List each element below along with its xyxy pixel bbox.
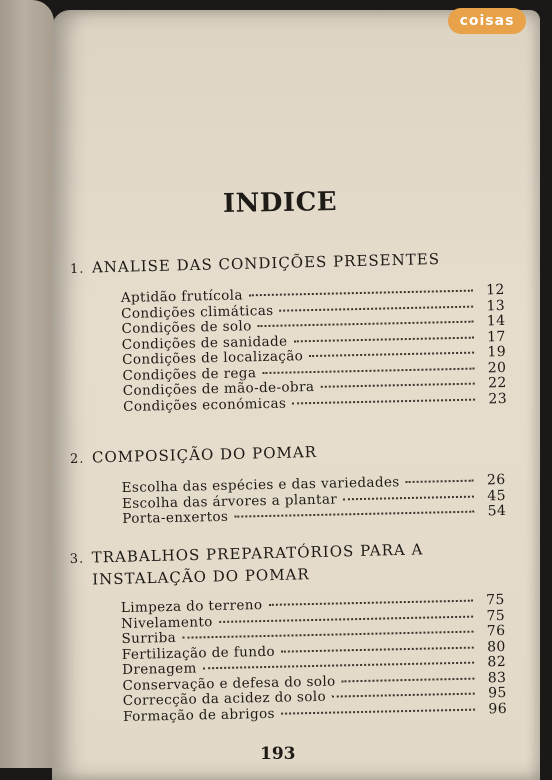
entry-label: Condições de mão-de-obra — [122, 378, 315, 399]
entry-label: Condições económicas — [122, 395, 287, 415]
entry-page-number: 76 — [486, 622, 506, 640]
entry-label: Surriba — [121, 629, 177, 648]
section-number: 2. — [69, 451, 85, 467]
entry-page-number: 14 — [486, 312, 506, 330]
entry-label: Porta-enxertos — [122, 508, 229, 527]
entry-page-number: 82 — [487, 653, 507, 671]
section-1-entries — [121, 282, 508, 414]
entry-label: Conservação e defesa do solo — [122, 673, 336, 694]
entry-page-number: 17 — [486, 328, 506, 345]
entry-page-number: 45 — [487, 487, 507, 504]
dot-leader — [406, 480, 474, 483]
section-2-entries — [122, 472, 507, 527]
entry-label: Correcção da acidez do solo — [122, 688, 327, 709]
page-title: INDICE — [222, 187, 338, 219]
section-3-entries — [121, 592, 508, 724]
dot-leader — [249, 290, 473, 297]
entry-page-number: 95 — [487, 684, 507, 702]
dot-leader — [320, 383, 474, 388]
section-heading-2 — [70, 438, 470, 470]
section-title-text-line-2: INSTALAÇÃO DO POMAR — [92, 565, 310, 589]
section-title-text: ANALISE DAS CONDIÇÕES PRESENTES — [91, 249, 441, 277]
entry-page-number: 12 — [485, 281, 505, 299]
dot-leader — [293, 336, 473, 342]
section-title-text: TRABALHOS PREPARATÓRIOS PARA A — [91, 540, 424, 567]
dot-leader — [309, 352, 474, 357]
dot-leader — [258, 321, 474, 328]
entry-page-number: 22 — [487, 374, 507, 392]
entry-page-number: 23 — [488, 390, 508, 407]
entry-label: Condições de sanidade — [121, 333, 288, 353]
entry-label: Condições climáticas — [121, 302, 274, 322]
entry-label: Condições de rega — [122, 364, 257, 384]
section-heading-3 — [69, 538, 470, 590]
dot-leader — [203, 662, 474, 670]
entry-label: Fertilização de fundo — [121, 643, 276, 663]
dot-leader — [332, 693, 475, 698]
dot-leader — [262, 367, 474, 373]
entry-label: Aptidão frutícola — [120, 287, 244, 307]
section-number: 3. — [69, 551, 85, 568]
dot-leader — [343, 495, 474, 500]
dot-leader — [219, 615, 473, 622]
dot-leader — [234, 511, 474, 518]
entry-page-number: 96 — [488, 700, 508, 717]
dot-leader — [279, 305, 473, 311]
entry-label: Escolha das espécies e das variedades — [121, 474, 400, 497]
entry-label: Formação de abrigos — [122, 705, 276, 725]
page-number: 193 — [260, 744, 296, 764]
dot-leader — [182, 631, 473, 639]
section-title-text: COMPOSIÇÃO DO POMAR — [91, 442, 318, 467]
entry-page-number: 26 — [486, 471, 506, 489]
dot-leader — [268, 600, 472, 606]
entry-label: Condições de solo — [121, 318, 252, 338]
entry-page-number: 54 — [487, 502, 507, 520]
entry-label: Limpeza do terreno — [120, 597, 263, 617]
dot-leader — [342, 677, 475, 682]
dot-leader — [292, 398, 475, 404]
entry-page-number: 75 — [486, 607, 506, 624]
section-number: 1. — [69, 261, 85, 277]
entry-page-number: 20 — [487, 359, 507, 376]
site-watermark: coisas — [448, 8, 526, 34]
entry-page-number: 80 — [486, 638, 506, 655]
entry-label: Nivelamento — [121, 613, 213, 632]
entry-page-number: 75 — [485, 591, 505, 609]
entry-page-number: 13 — [486, 297, 506, 314]
dot-leader — [281, 708, 475, 714]
entry-page-number: 19 — [487, 343, 507, 361]
dot-leader — [281, 646, 474, 652]
entry-page-number: 83 — [487, 669, 507, 686]
section-number-spacer — [70, 584, 92, 585]
entry-label: Drenagem — [122, 660, 197, 678]
section-heading-1 — [70, 248, 470, 280]
entry-label: Escolha das árvores a plantar — [121, 490, 338, 512]
entry-label: Condições de localização — [122, 348, 304, 368]
